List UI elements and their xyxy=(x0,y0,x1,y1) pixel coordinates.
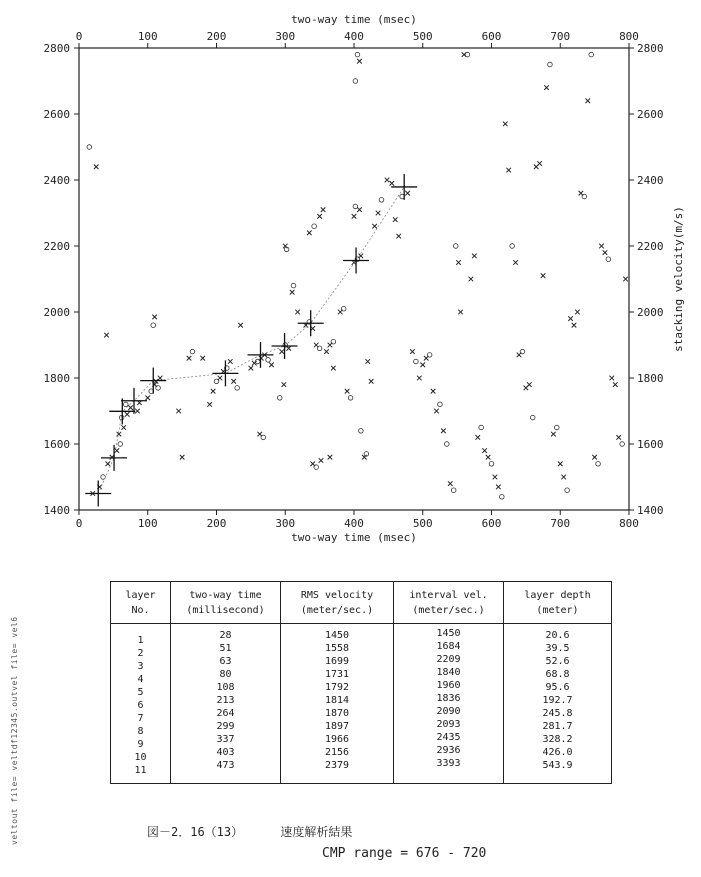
pick-x xyxy=(396,234,401,239)
pick-circle xyxy=(156,386,161,391)
pick-circle xyxy=(427,353,432,358)
header-rms-velocity: RMS velocity (meter/sec.) xyxy=(281,582,394,624)
column-interval-velocity xyxy=(394,624,504,784)
pick-x xyxy=(176,409,181,414)
output-file-note: veltout file= veltdf12345.outvel file= vel6 xyxy=(10,616,19,845)
x-tick-label-top: 600 xyxy=(481,30,502,43)
column-layer-no xyxy=(111,624,171,784)
pick-x xyxy=(503,122,508,127)
pick-x xyxy=(357,59,362,64)
pick-x xyxy=(319,458,324,463)
pick-circle xyxy=(530,415,535,420)
pick-x xyxy=(616,435,621,440)
table-cell: 11 xyxy=(134,765,147,776)
figure-number: 図－2．16（13） xyxy=(147,825,244,839)
table-cell: 63 xyxy=(219,656,232,667)
pick-x xyxy=(369,379,374,384)
x-tick-label-top: 100 xyxy=(137,30,158,43)
pick-x xyxy=(345,389,350,394)
pick-x xyxy=(393,217,398,222)
x-tick-label-bottom: 300 xyxy=(275,517,296,530)
x-tick-label-bottom: 600 xyxy=(481,517,502,530)
pick-x xyxy=(496,485,501,490)
pick-x xyxy=(385,178,390,183)
pick-circle xyxy=(379,198,384,203)
pick-x xyxy=(527,382,532,387)
velocity-pick-cross xyxy=(248,342,274,368)
y-tick-label-right: 1400 xyxy=(637,504,664,517)
table-cell: 2435 xyxy=(436,732,461,743)
left-y-axis xyxy=(44,42,80,517)
x-tick-label-bottom: 100 xyxy=(137,517,158,530)
pick-x xyxy=(282,382,287,387)
pick-circle xyxy=(291,283,296,288)
pick-x xyxy=(390,181,395,186)
pick-circle xyxy=(414,359,419,364)
pick-circle xyxy=(341,306,346,311)
pick-circle xyxy=(312,224,317,229)
pick-circle xyxy=(355,52,360,57)
x-tick-label-top: 300 xyxy=(275,30,296,43)
table-cell: 2093 xyxy=(436,719,461,730)
table-cell: 328.2 xyxy=(542,734,573,745)
pick-x xyxy=(610,376,615,381)
x-tick-label-top: 500 xyxy=(412,30,433,43)
pick-circle xyxy=(589,52,594,57)
table-cell: 5 xyxy=(137,687,144,698)
y-tick-label-right: 1600 xyxy=(637,438,664,451)
pick-x xyxy=(321,207,326,212)
velocity-pick-cross xyxy=(298,310,324,336)
pick-x xyxy=(475,435,480,440)
plot-frame xyxy=(79,48,629,510)
top-x-axis xyxy=(76,30,639,48)
table-cell: 403 xyxy=(216,747,235,758)
y-tick-label-left: 2200 xyxy=(43,240,70,253)
velocity-function-line xyxy=(98,187,404,494)
y-tick-label-right: 2800 xyxy=(637,42,664,55)
pick-x xyxy=(128,405,133,410)
pick-x xyxy=(376,211,381,216)
cmp-range-label: CMP range = 676 - 720 xyxy=(322,846,487,861)
pick-x xyxy=(324,349,329,354)
table-cell: 10 xyxy=(134,752,147,763)
pick-circle xyxy=(314,465,319,470)
pick-x xyxy=(365,359,370,364)
column-layer-depth xyxy=(504,624,612,784)
pick-x xyxy=(405,191,410,196)
y-tick-label-left: 2800 xyxy=(43,42,70,55)
pick-x xyxy=(613,382,618,387)
table-cell: 192.7 xyxy=(542,695,573,706)
y-tick-label-right: 2200 xyxy=(637,240,664,253)
table-cell: 9 xyxy=(137,739,144,750)
bottom-x-axis xyxy=(76,510,639,530)
table-cell: 245.8 xyxy=(542,708,573,719)
pick-x xyxy=(357,207,362,212)
table-cell: 51 xyxy=(219,643,232,654)
pick-x xyxy=(561,475,566,480)
pick-circle xyxy=(510,244,515,249)
pick-x xyxy=(372,224,377,229)
pick-x xyxy=(551,432,556,437)
table-cell: 39.5 xyxy=(545,643,570,654)
pick-x xyxy=(145,396,150,401)
table-cell: 299 xyxy=(216,721,235,732)
table-cell: 6 xyxy=(137,700,144,711)
pick-x xyxy=(207,402,212,407)
table-cell: 1870 xyxy=(324,708,350,719)
x-tick-label-top: 200 xyxy=(206,30,227,43)
pick-x xyxy=(623,277,628,282)
pick-x xyxy=(352,214,357,219)
pick-circle xyxy=(317,346,322,351)
table-cell: 1897 xyxy=(324,721,350,732)
pick-circle xyxy=(118,442,123,447)
pick-circle xyxy=(348,396,353,401)
y-tick-label-right: 2000 xyxy=(637,306,664,319)
pick-x xyxy=(180,455,185,460)
right-y-axis xyxy=(629,42,664,517)
pick-circle xyxy=(235,386,240,391)
pick-x xyxy=(331,366,336,371)
column-rms-velocity xyxy=(281,624,394,784)
y-tick-label-right: 2600 xyxy=(637,108,664,121)
pick-circle xyxy=(445,442,450,447)
pick-circle xyxy=(277,396,282,401)
velocity-pick-cross xyxy=(109,398,135,424)
pick-circle xyxy=(596,462,601,467)
table-header-row xyxy=(111,582,612,624)
pick-x xyxy=(328,455,333,460)
pick-x xyxy=(187,356,192,361)
header-interval-velocity: interval vel. (meter/sec.) xyxy=(394,582,504,624)
pick-x xyxy=(410,349,415,354)
pick-x xyxy=(106,462,111,467)
bottom-axis-title: two-way time (msec) xyxy=(291,531,417,544)
picked-velocity-crosses xyxy=(85,174,417,507)
x-tick-label-bottom: 500 xyxy=(412,517,433,530)
pick-circle xyxy=(489,462,494,467)
x-tick-label-bottom: 0 xyxy=(75,517,83,530)
pick-x xyxy=(280,349,285,354)
pick-x xyxy=(434,409,439,414)
table-cell: 2 xyxy=(137,648,144,659)
pick-x xyxy=(295,310,300,315)
x-tick-label-top: 0 xyxy=(75,30,83,43)
table-cell: 1 xyxy=(137,635,144,646)
pick-circle xyxy=(582,194,587,199)
pick-circle xyxy=(465,52,470,57)
velocity-results-table xyxy=(110,581,612,784)
pick-x xyxy=(286,346,291,351)
table-cell: 7 xyxy=(137,713,144,724)
velocity-pick-cross xyxy=(85,481,111,507)
pick-circle xyxy=(438,402,443,407)
table-cell: 8 xyxy=(137,726,144,737)
table-cell: 1840 xyxy=(436,667,461,678)
pick-x xyxy=(472,254,477,259)
table-cell: 2090 xyxy=(436,706,461,717)
pick-x xyxy=(200,356,205,361)
pick-circle xyxy=(353,79,358,84)
header-layer-depth: layer depth (meter) xyxy=(504,582,612,624)
table-cell: 1792 xyxy=(324,682,350,693)
pick-x xyxy=(456,260,461,265)
pick-circle xyxy=(331,339,336,344)
pick-x xyxy=(592,455,597,460)
pick-x xyxy=(152,315,157,320)
table-cell: 1960 xyxy=(436,680,461,691)
pick-circle xyxy=(606,257,611,262)
pick-x xyxy=(544,85,549,90)
table-cell: 543.9 xyxy=(542,760,573,771)
table-cell: 1450 xyxy=(436,628,461,639)
x-tick-label-bottom: 800 xyxy=(619,517,639,530)
pick-circle xyxy=(453,244,458,249)
table-cell: 473 xyxy=(216,760,235,771)
table-cell: 95.6 xyxy=(545,682,570,693)
table-body-row xyxy=(111,624,612,784)
pick-circle xyxy=(565,488,570,493)
pick-x xyxy=(458,310,463,315)
table-cell: 1450 xyxy=(324,630,350,641)
velocity-pick-cross xyxy=(101,445,127,471)
table-cell: 68.8 xyxy=(545,669,570,680)
pick-x xyxy=(513,260,518,265)
header-layer-no: layer No. xyxy=(111,582,171,624)
table-cell: 1836 xyxy=(436,693,461,704)
semblance-picks xyxy=(87,52,628,499)
pick-x xyxy=(218,376,223,381)
pick-x xyxy=(238,323,243,328)
pick-x xyxy=(482,448,487,453)
pick-circle xyxy=(555,425,560,430)
y-tick-label-right: 2400 xyxy=(637,174,664,187)
pick-x xyxy=(231,379,236,384)
table-cell: 2379 xyxy=(324,760,350,771)
table-cell: 1966 xyxy=(324,734,350,745)
pick-x xyxy=(441,429,446,434)
pick-circle xyxy=(87,145,92,150)
table-cell: 52.6 xyxy=(545,656,570,667)
table-cell: 337 xyxy=(216,734,235,745)
pick-x xyxy=(541,273,546,278)
y-tick-label-left: 1600 xyxy=(43,438,70,451)
y-tick-label-left: 2600 xyxy=(43,108,70,121)
pick-circle xyxy=(190,349,195,354)
x-tick-label-bottom: 200 xyxy=(206,517,227,530)
column-two-way-time xyxy=(171,624,281,784)
table-cell: 2936 xyxy=(436,745,461,756)
pick-x xyxy=(603,250,608,255)
pick-circle xyxy=(261,435,266,440)
pick-circle xyxy=(266,358,271,363)
pick-x xyxy=(493,475,498,480)
x-tick-label-top: 800 xyxy=(619,30,639,43)
pick-circle xyxy=(620,442,625,447)
x-tick-label-top: 400 xyxy=(344,30,364,43)
x-tick-label-bottom: 400 xyxy=(344,517,364,530)
pick-x xyxy=(537,161,542,166)
header-two-way-time: two-way time (millisecond) xyxy=(171,582,281,624)
pick-x xyxy=(417,376,422,381)
table-cell: 4 xyxy=(137,674,144,685)
pick-x xyxy=(575,310,580,315)
pick-circle xyxy=(151,323,156,328)
y-tick-label-left: 1800 xyxy=(43,372,70,385)
pick-x xyxy=(585,99,590,104)
pick-x xyxy=(104,333,109,338)
y-tick-label-right: 1800 xyxy=(637,372,664,385)
x-tick-label-top: 700 xyxy=(550,30,571,43)
table-cell: 426.0 xyxy=(542,747,573,758)
pick-x xyxy=(448,481,453,486)
table-cell: 2156 xyxy=(324,747,350,758)
table-cell: 2209 xyxy=(436,654,461,665)
pick-circle xyxy=(451,488,456,493)
pick-circle xyxy=(500,495,505,500)
y-tick-label-left: 2000 xyxy=(43,306,70,319)
table-cell: 1731 xyxy=(324,669,350,680)
right-axis-title: stacking velocity(m/s) xyxy=(672,206,685,352)
pick-circle xyxy=(548,62,553,67)
y-tick-label-left: 2400 xyxy=(43,174,70,187)
pick-circle xyxy=(123,402,128,407)
pick-x xyxy=(506,168,511,173)
table-cell: 213 xyxy=(216,695,235,706)
pick-x xyxy=(568,316,573,321)
table-cell: 1814 xyxy=(324,695,350,706)
velocity-pick-cross xyxy=(272,333,298,359)
table-cell: 20.6 xyxy=(545,630,570,641)
pick-x xyxy=(431,389,436,394)
x-tick-label-bottom: 700 xyxy=(550,517,571,530)
table-cell: 3393 xyxy=(436,758,461,769)
pick-x xyxy=(307,231,312,236)
pick-x xyxy=(94,165,99,170)
pick-x xyxy=(290,290,295,295)
pick-x xyxy=(249,366,254,371)
top-axis-title: two-way time (msec) xyxy=(291,13,417,26)
table-cell: 264 xyxy=(216,708,235,719)
pick-x xyxy=(135,409,140,414)
pick-x xyxy=(317,214,322,219)
pick-circle xyxy=(520,349,525,354)
pick-x xyxy=(121,425,126,430)
velocity-pick-cross xyxy=(391,174,417,200)
pick-x xyxy=(572,323,577,328)
y-tick-label-left: 1400 xyxy=(43,504,70,517)
pick-x xyxy=(599,244,604,249)
table-cell: 1558 xyxy=(324,643,350,654)
pick-circle xyxy=(479,425,484,430)
pick-x xyxy=(269,363,274,368)
pick-x xyxy=(558,462,563,467)
pick-x xyxy=(420,363,425,368)
velocity-pick-cross xyxy=(121,388,147,414)
table-cell: 281.7 xyxy=(542,721,573,732)
pick-x xyxy=(469,277,474,282)
pick-x xyxy=(125,412,130,417)
table-cell: 108 xyxy=(216,682,235,693)
figure-caption xyxy=(147,823,352,840)
pick-x xyxy=(228,359,233,364)
table-cell: 1684 xyxy=(436,641,461,652)
velocity-pick-cross xyxy=(343,248,369,274)
pick-circle xyxy=(353,204,358,209)
pick-x xyxy=(486,455,491,460)
table-cell: 28 xyxy=(219,630,232,641)
pick-circle xyxy=(359,429,364,434)
pick-x xyxy=(211,389,216,394)
figure-title: 速度解析結果 xyxy=(280,825,353,839)
table-cell: 3 xyxy=(137,661,144,672)
table-cell: 80 xyxy=(219,669,232,680)
table-cell: 1699 xyxy=(324,656,350,667)
